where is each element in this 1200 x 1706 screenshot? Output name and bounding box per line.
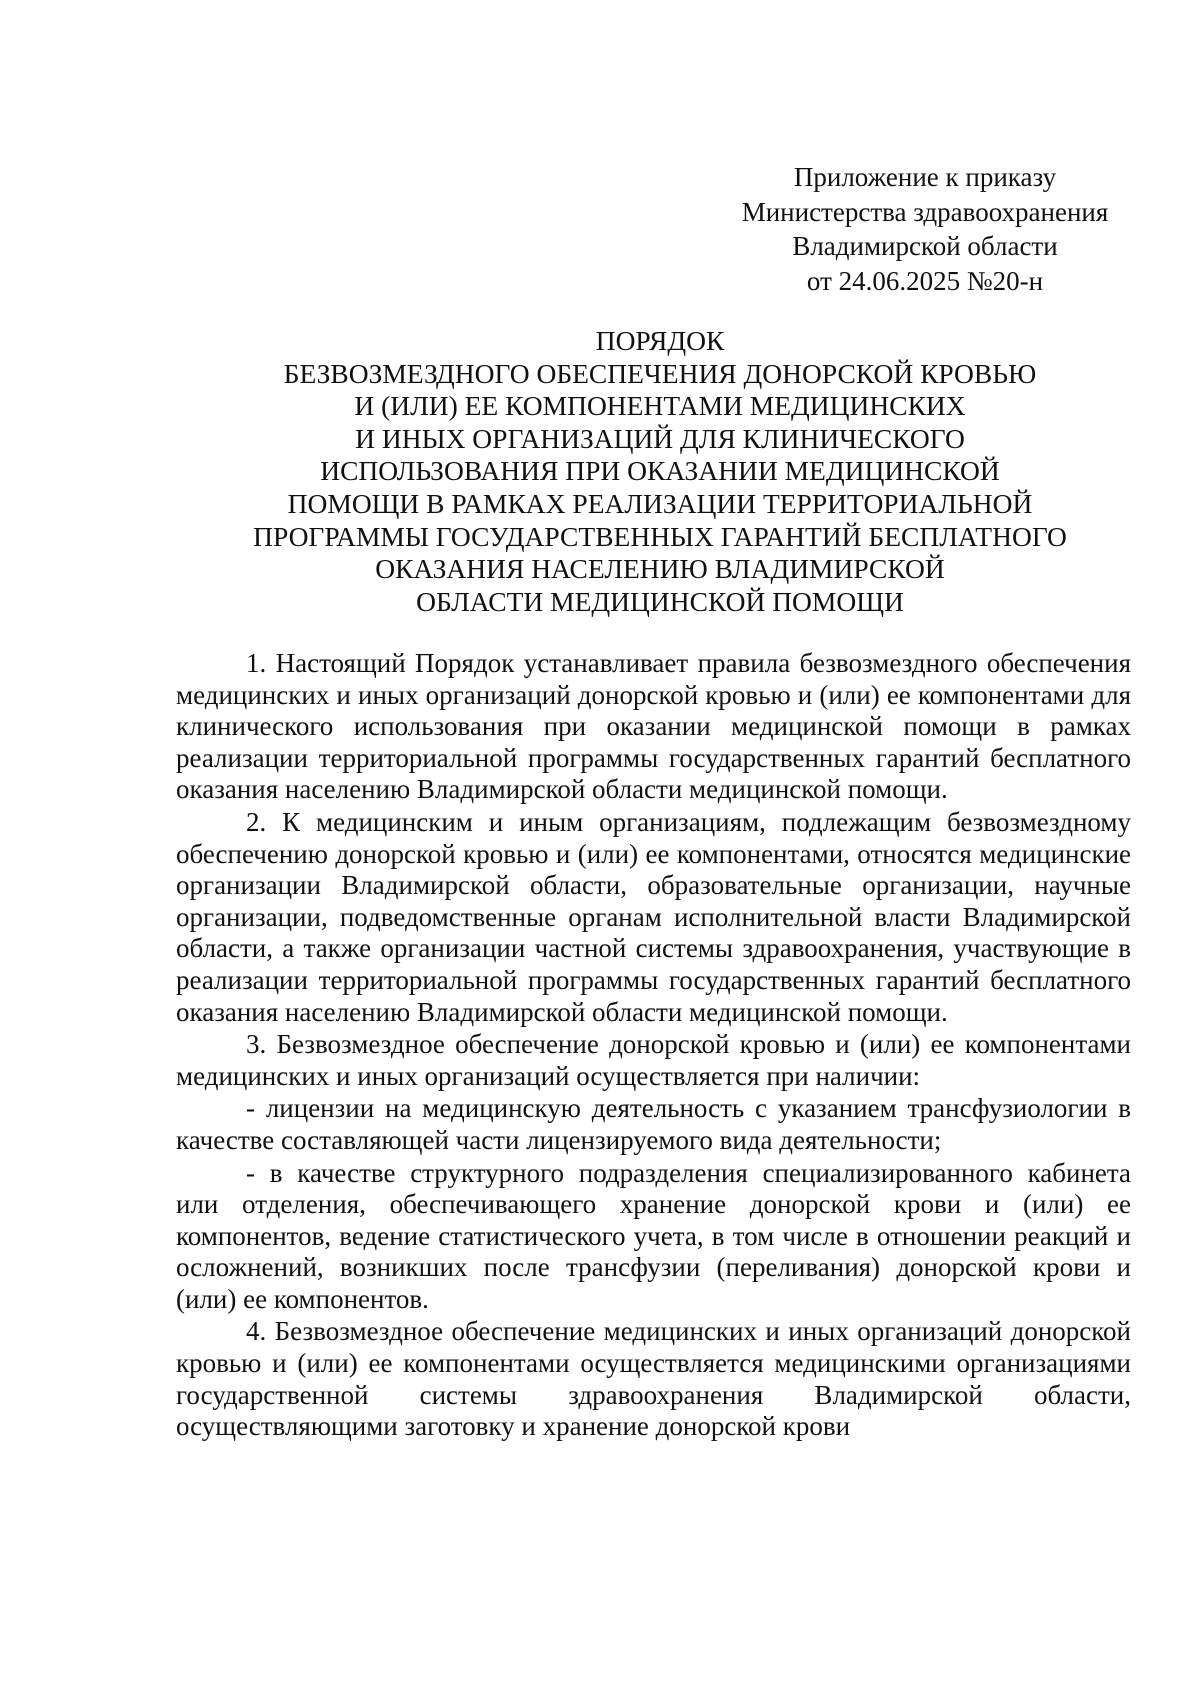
list-item-license: - лицензии на медицинскую деятельность с указанием трансфузиологии в качестве составляющей части лицензируемого вида деятельности; bbox=[176, 1093, 1131, 1155]
title-line: ОКАЗАНИЯ НАСЕЛЕНИЮ ВЛАДИМИРСКОЙ bbox=[375, 553, 945, 585]
title-line: И ИНЫХ ОРГАНИЗАЦИЙ ДЛЯ КЛИНИЧЕСКОГО bbox=[355, 422, 965, 454]
title-line: ПОМОЩИ В РАМКАХ РЕАЛИЗАЦИИ ТЕРРИТОРИАЛЬНОЙ bbox=[287, 487, 1033, 519]
paragraph-4: 4. Безвозмездное обеспечение медицинских и иных организаций донорской кровью и (или) ее компонентами осуществляется медицинскими организациями государственной системы здравоохранения Владимирской области, осуществляющими заготовку и хранение донорской крови bbox=[176, 1316, 1131, 1442]
title-line: ОБЛАСТИ МЕДИЦИНСКОЙ ПОМОЩИ bbox=[416, 585, 904, 617]
document-body bbox=[176, 648, 1131, 1443]
list-item-department: - в качестве структурного подразделения специализированного кабинета или отделения, обеспечивающего хранение донорской крови и (или) ее компонентов, ведение статистического учета, в том числе в отношении реакций и осложнений, возникших после трансфузии (переливания) донорской крови и (или) ее компонентов. bbox=[176, 1157, 1131, 1314]
paragraph-1: 1. Настоящий Порядок устанавливает правила безвозмездного обеспечения медицинских и иных организаций донорской кровью и (или) ее компонентами для клинического использования при оказании медицинской помощи в рамках реализации территориальной программы государственных гарантий бесплатного оказания населению Владимирской области медицинской помощи. bbox=[176, 648, 1131, 805]
title-line: БЕЗВОЗМЕЗДНОГО ОБЕСПЕЧЕНИЯ ДОНОРСКОЙ КРОВЬЮ bbox=[283, 357, 1037, 389]
paragraph-3: 3. Безвозмездное обеспечение донорской кровью и (или) ее компонентами медицинских и иных организаций осуществляется при наличии: bbox=[176, 1029, 1131, 1091]
appendix-header bbox=[720, 160, 1130, 298]
title-line: И (ИЛИ) ЕЕ КОМПОНЕНТАМИ МЕДИЦИНСКИХ bbox=[354, 390, 966, 422]
document-title bbox=[180, 325, 1140, 618]
appendix-line: Владимирской области bbox=[792, 231, 1058, 261]
title-line: ПРОГРАММЫ ГОСУДАРСТВЕННЫХ ГАРАНТИЙ БЕСПЛАТНОГО bbox=[253, 520, 1067, 552]
paragraph-2: 2. К медицинским и иным организациям, подлежащим безвозмездному обеспечению донорской кровью и (или) ее компонентами, относятся медицинские организации Владимирской области, образовательные организации, научные организации, подведомственные органам исполнительной власти Владимирской области, а также организации частной системы здравоохранения, участвующие в реализации территориальной программы государственных гарантий бесплатного оказания населению Владимирской области медицинской помощи. bbox=[176, 806, 1131, 1027]
appendix-date-number: от 24.06.2025 №20-н bbox=[806, 265, 1044, 296]
title-line: ИСПОЛЬЗОВАНИЯ ПРИ ОКАЗАНИИ МЕДИЦИНСКОЙ bbox=[320, 455, 1000, 487]
title-line: ПОРЯДОК bbox=[595, 325, 725, 356]
appendix-line: Министерства здравоохранения bbox=[741, 196, 1109, 227]
appendix-line: Приложение к приказу bbox=[793, 162, 1057, 192]
